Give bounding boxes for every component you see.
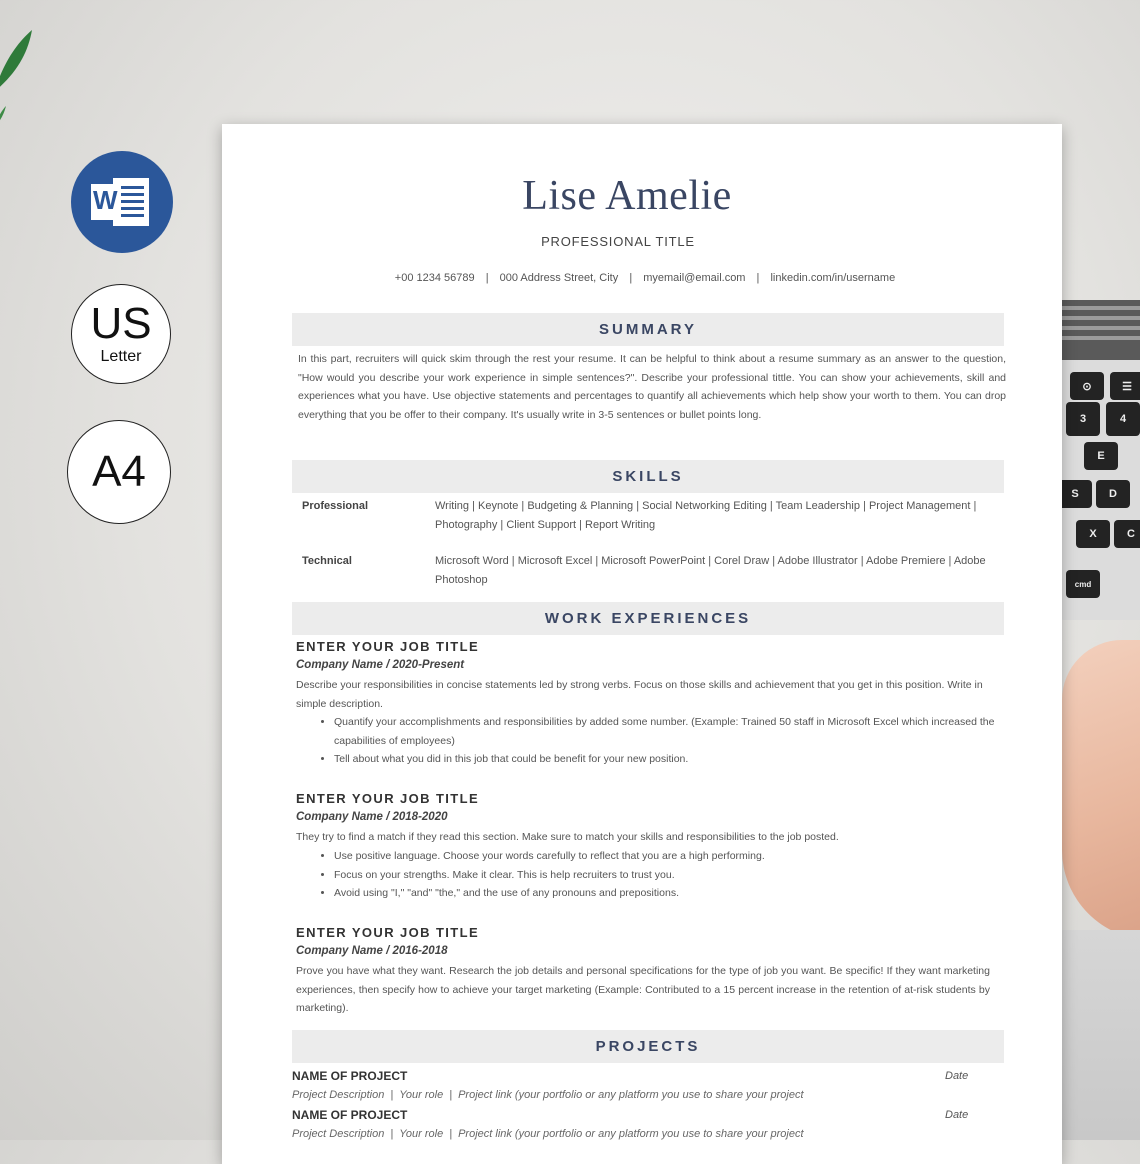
word-icon (71, 151, 173, 253)
laptop-hinge (1060, 300, 1140, 360)
contact-separator: | (485, 272, 489, 284)
job-description: They try to find a match if they read this section. Make sure to match your skills and responsibilities to the job posted. (296, 831, 839, 843)
resume-page (222, 124, 1062, 1164)
skill-value-professional: Writing | Keynote | Budgeting & Planning | Social Networking Editing | Team Leadership | Project Management | Photography | Client Support | Report Writing (435, 500, 977, 531)
hand-image (1062, 640, 1140, 940)
job-title: ENTER YOUR JOB TITLE (296, 925, 480, 940)
professional-title: PROFESSIONAL TITLE (541, 234, 695, 249)
job-description: Describe your responsibilities in concise statements led by strong verbs. Focus on those skills and achievement that you get in this position. Write in simple description. (296, 679, 983, 710)
a4-badge (67, 420, 171, 524)
summary-text: In this part, recruiters will quick skim through the rest your resume. It can be helpful to think about a resume summary as an answer to the question, "How would you describe your work experience in simple sentences?". Describe your professional tittle. You can show your achievements, skill and experiences what you have. Use objective statements and percentages to quantify all achievements which help show your worth to them. You can drop everything that you be offer to their company. It's usually write in 3-5 sentences or bullet points long. (298, 353, 1006, 421)
key: cmd (1066, 570, 1100, 598)
project-role: Your role (399, 1089, 444, 1101)
job-company: Company Name / 2018-2020 (296, 811, 448, 823)
job-title: ENTER YOUR JOB TITLE (296, 791, 480, 806)
project-role: Your role (399, 1128, 444, 1140)
key: X (1076, 520, 1110, 548)
project-name: NAME OF PROJECT (292, 1069, 408, 1083)
project-description: Project Description (292, 1128, 385, 1140)
key: D (1096, 480, 1130, 508)
project-details: Project Description | Your role | Project link (your portfolio or any platform you use to share your project (292, 1089, 804, 1101)
skill-label-technical: Technical (302, 555, 352, 567)
project-date: Date (945, 1070, 969, 1082)
key: C (1114, 520, 1140, 548)
us-label: US (90, 299, 152, 348)
project-link: Project link (your portfolio or any platform you use to share your project (458, 1089, 804, 1101)
work-heading: WORK EXPERIENCES (292, 602, 1004, 635)
key: E (1084, 442, 1118, 470)
resume-name: Lise Amelie (522, 173, 732, 219)
project-link: Project link (your portfolio or any platform you use to share your project (458, 1128, 804, 1140)
skill-value-technical: Microsoft Word | Microsoft Excel | Microsoft PowerPoint | Corel Draw | Adobe Illustrator | Adobe Premiere | Adobe Photoshop (435, 555, 986, 586)
job-bullets (308, 713, 1024, 769)
skills-heading: SKILLS (292, 460, 1004, 493)
key: 4 (1106, 402, 1140, 436)
key: ⊙ (1070, 372, 1104, 400)
a4-label: A4 (92, 447, 146, 496)
contact-phone: +00 1234 56789 (394, 272, 475, 284)
contact-line (222, 272, 1068, 284)
job-bullet: • Focus on your strengths. Make it clear. This is help recruiters to trust you. (334, 866, 1024, 885)
job-bullet: • Quantify your accomplishments and responsibilities by added some number. (Example: Trained 50 staff in Microsoft Excel which increased the capabilities of employees) (334, 713, 1024, 750)
word-letter: W (93, 185, 118, 215)
job-company: Company Name / 2020-Present (296, 659, 465, 671)
contact-separator: | (629, 272, 633, 284)
contact-linkedin: linkedin.com/in/username (770, 272, 896, 284)
project-name: NAME OF PROJECT (292, 1108, 408, 1122)
job-title: ENTER YOUR JOB TITLE (296, 639, 480, 654)
job-bullet: • Use positive language. Choose your words carefully to reflect that you are a high performing. (334, 847, 1024, 866)
job-description: Prove you have what they want. Research the job details and personal specifications for the type of job you want. Be specific! If they want marketing experiences, then specify how to achieve your target marketing (Example: Contributed to a 15 percent increase in the retention of at-risk students by marketing). (296, 965, 990, 1015)
plant-leaf-image (0, 22, 54, 132)
skill-label-professional: Professional (302, 500, 369, 512)
contact-separator: | (756, 272, 760, 284)
key: S (1058, 480, 1092, 508)
letter-label: Letter (100, 348, 142, 365)
desk-surface (1060, 930, 1140, 1140)
project-date: Date (945, 1109, 969, 1121)
key: 3 (1066, 402, 1100, 436)
job-bullet: • Avoid using "I," "and" "the," and the use of any pronouns and prepositions. (334, 884, 1024, 903)
contact-email: myemail@email.com (643, 272, 746, 284)
projects-heading: PROJECTS (292, 1030, 1004, 1063)
contact-address: 000 Address Street, City (499, 272, 619, 284)
job-bullet: • Tell about what you did in this job that could be benefit for your new position. (334, 750, 1024, 769)
key: ☰ (1110, 372, 1140, 400)
project-description: Project Description (292, 1089, 385, 1101)
job-company: Company Name / 2016-2018 (296, 945, 448, 957)
project-details: Project Description | Your role | Project link (your portfolio or any platform you use to share your project (292, 1128, 804, 1140)
job-bullets (308, 847, 1024, 903)
us-letter-badge (71, 284, 171, 384)
summary-heading: SUMMARY (292, 313, 1004, 346)
